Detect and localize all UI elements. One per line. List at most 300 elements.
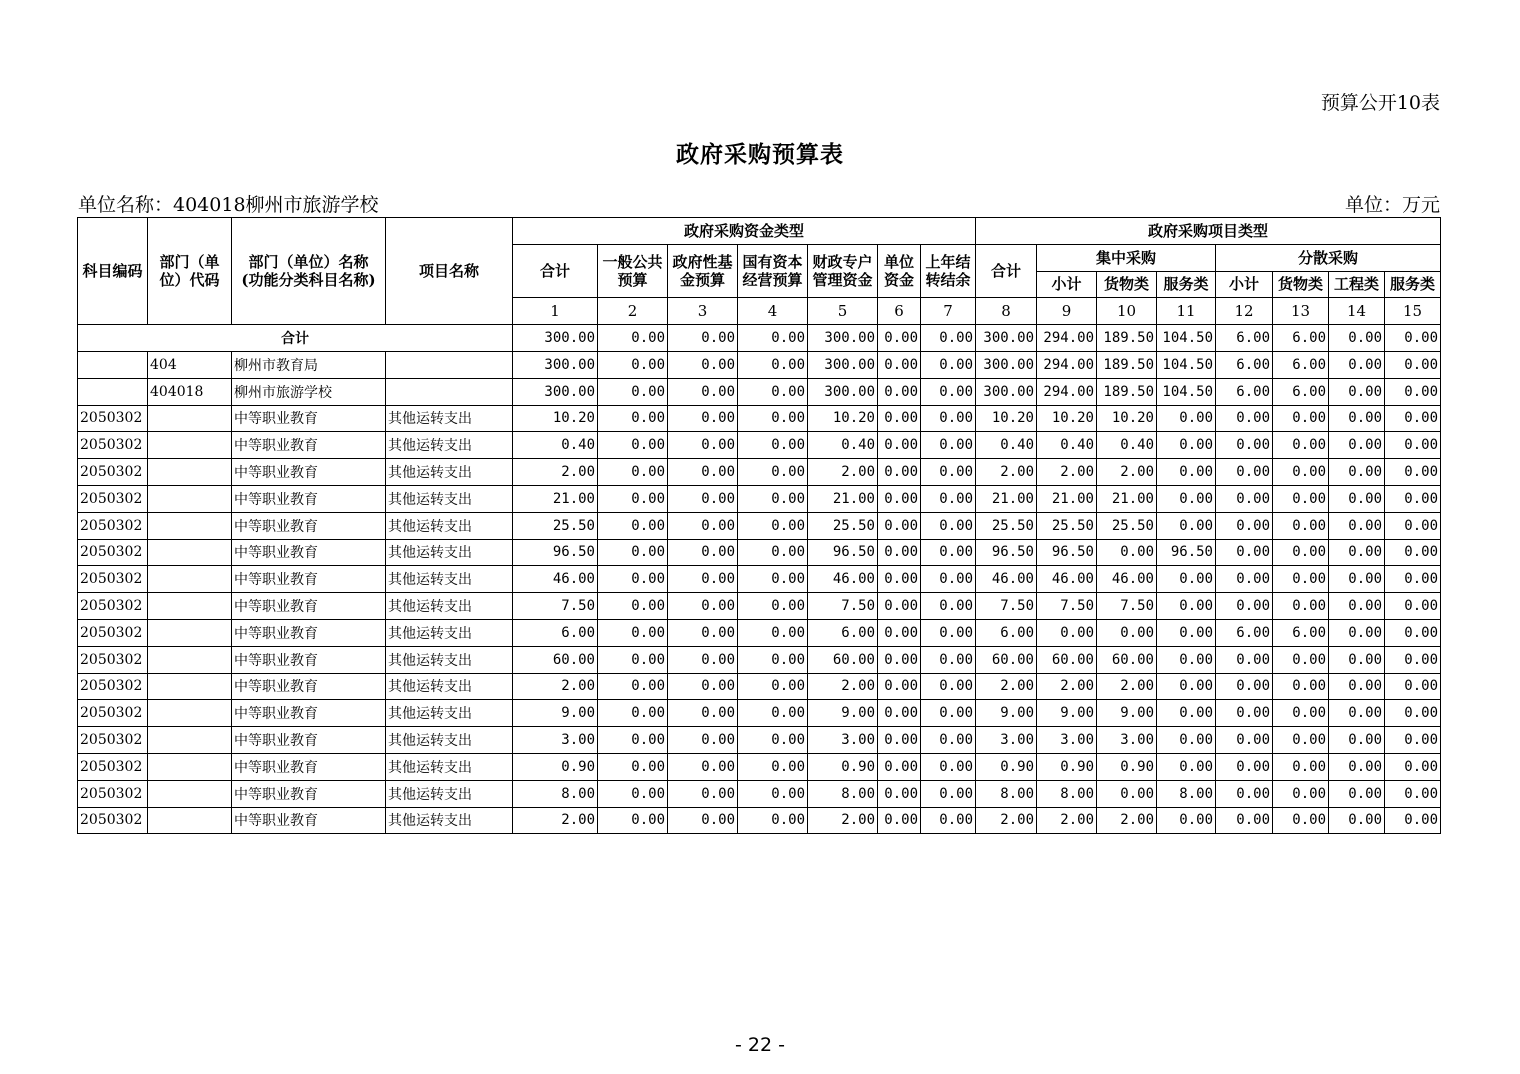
value-cell: 2.00 [808, 459, 878, 486]
value-cell: 0.00 [1157, 405, 1216, 432]
value-cell: 0.00 [1329, 566, 1385, 593]
value-cell: 0.00 [668, 646, 738, 673]
value-cell: 0.00 [878, 351, 921, 378]
value-cell: 189.50 [1097, 325, 1157, 352]
value-cell: 0.00 [878, 378, 921, 405]
value-cell: 6.00 [1273, 378, 1329, 405]
value-cell: 0.00 [738, 807, 808, 834]
value-cell: 7.50 [1037, 593, 1097, 620]
value-cell: 25.50 [1037, 512, 1097, 539]
subject-code-cell: 2050302 [78, 405, 148, 432]
value-cell: 6.00 [808, 619, 878, 646]
subject-code-cell: 2050302 [78, 646, 148, 673]
column-index: 9 [1037, 298, 1097, 325]
project-name-cell: 其他运转支出 [386, 700, 513, 727]
project-name-cell: 其他运转支出 [386, 727, 513, 754]
value-cell: 0.00 [738, 619, 808, 646]
value-cell: 0.00 [1157, 459, 1216, 486]
value-cell: 0.00 [921, 753, 976, 780]
value-cell: 0.00 [1385, 807, 1441, 834]
value-cell: 0.40 [808, 432, 878, 459]
header-carry-line1: 上年结 [925, 253, 971, 272]
header-state-line1: 国有资本 [742, 253, 803, 272]
value-cell: 6.00 [513, 619, 598, 646]
value-cell: 0.00 [921, 619, 976, 646]
value-cell: 300.00 [513, 325, 598, 352]
value-cell: 0.00 [1216, 432, 1273, 459]
value-cell: 300.00 [976, 378, 1037, 405]
header-subject-code: 科目编码 [78, 218, 148, 325]
dept-code-cell [148, 807, 232, 834]
dept-name-cell: 中等职业教育 [232, 807, 386, 834]
header-dept-code [148, 218, 232, 325]
value-cell: 0.00 [921, 673, 976, 700]
value-cell: 0.00 [921, 539, 976, 566]
project-name-cell: 其他运转支出 [386, 485, 513, 512]
value-cell: 0.00 [668, 566, 738, 593]
value-cell: 0.00 [598, 593, 668, 620]
value-cell: 0.00 [738, 700, 808, 727]
value-cell: 104.50 [1157, 325, 1216, 352]
value-cell: 0.00 [1385, 646, 1441, 673]
value-cell: 10.20 [513, 405, 598, 432]
value-cell: 0.00 [598, 566, 668, 593]
value-cell: 0.00 [738, 593, 808, 620]
value-cell: 0.00 [738, 539, 808, 566]
value-cell: 0.40 [513, 432, 598, 459]
dept-code-cell: 404018 [148, 378, 232, 405]
value-cell: 0.90 [1097, 753, 1157, 780]
value-cell: 0.00 [668, 432, 738, 459]
value-cell: 8.00 [1037, 780, 1097, 807]
dept-code-cell [148, 566, 232, 593]
value-cell: 10.20 [976, 405, 1037, 432]
value-cell: 96.50 [976, 539, 1037, 566]
dept-code-cell [148, 512, 232, 539]
value-cell: 0.00 [921, 405, 976, 432]
table-row [78, 512, 1441, 539]
value-cell: 0.00 [598, 459, 668, 486]
value-cell: 8.00 [976, 780, 1037, 807]
value-cell: 0.00 [1329, 646, 1385, 673]
dept-name-cell: 中等职业教育 [232, 566, 386, 593]
value-cell: 294.00 [1037, 378, 1097, 405]
value-cell: 300.00 [808, 325, 878, 352]
value-cell: 0.00 [1157, 673, 1216, 700]
value-cell: 0.00 [1385, 566, 1441, 593]
dept-code-cell [148, 485, 232, 512]
value-cell: 0.00 [1037, 619, 1097, 646]
value-cell: 0.00 [1216, 405, 1273, 432]
value-cell: 2.00 [1037, 459, 1097, 486]
value-cell: 0.00 [1157, 646, 1216, 673]
dept-name-cell: 中等职业教育 [232, 753, 386, 780]
column-index: 8 [976, 298, 1037, 325]
value-cell: 96.50 [513, 539, 598, 566]
subject-code-cell: 2050302 [78, 485, 148, 512]
header-project-type: 政府采购项目类型 [976, 218, 1441, 245]
value-cell: 0.00 [921, 646, 976, 673]
value-cell: 21.00 [808, 485, 878, 512]
value-cell: 6.00 [1273, 619, 1329, 646]
column-index: 4 [738, 298, 808, 325]
value-cell: 0.00 [1329, 593, 1385, 620]
value-cell: 0.00 [738, 727, 808, 754]
value-cell: 2.00 [1097, 459, 1157, 486]
value-cell: 189.50 [1097, 351, 1157, 378]
total-row [78, 325, 1441, 352]
value-cell: 0.00 [1385, 485, 1441, 512]
header-engineering: 工程类 [1329, 271, 1385, 298]
value-cell: 0.00 [1329, 459, 1385, 486]
value-cell: 7.50 [976, 593, 1037, 620]
value-cell: 3.00 [1097, 727, 1157, 754]
value-cell: 0.00 [1097, 539, 1157, 566]
header-special-line2: 管理资金 [812, 271, 873, 290]
dept-code-cell [148, 539, 232, 566]
subject-code-cell [78, 351, 148, 378]
value-cell: 9.00 [513, 700, 598, 727]
document-id: 预算公开10表 [1320, 92, 1440, 114]
table-row [78, 753, 1441, 780]
value-cell: 0.00 [1273, 780, 1329, 807]
value-cell: 3.00 [808, 727, 878, 754]
value-cell: 0.00 [878, 727, 921, 754]
subject-code-cell: 2050302 [78, 432, 148, 459]
value-cell: 0.00 [1329, 485, 1385, 512]
value-cell: 0.00 [738, 485, 808, 512]
value-cell: 0.90 [976, 753, 1037, 780]
subject-code-cell: 2050302 [78, 619, 148, 646]
value-cell: 0.00 [1157, 807, 1216, 834]
project-name-cell: 其他运转支出 [386, 780, 513, 807]
value-cell: 0.00 [1216, 485, 1273, 512]
value-cell: 300.00 [808, 378, 878, 405]
table-row [78, 485, 1441, 512]
value-cell: 2.00 [976, 807, 1037, 834]
value-cell: 0.00 [598, 646, 668, 673]
value-cell: 0.00 [1385, 405, 1441, 432]
value-cell: 8.00 [808, 780, 878, 807]
value-cell: 0.00 [668, 378, 738, 405]
header-services-2: 服务类 [1385, 271, 1441, 298]
value-cell: 0.00 [1216, 700, 1273, 727]
value-cell: 0.00 [1273, 753, 1329, 780]
table-row [78, 432, 1441, 459]
value-cell: 3.00 [976, 727, 1037, 754]
project-name-cell: 其他运转支出 [386, 753, 513, 780]
value-cell: 0.00 [598, 727, 668, 754]
value-cell: 96.50 [1037, 539, 1097, 566]
subject-code-cell: 2050302 [78, 700, 148, 727]
value-cell: 0.00 [921, 325, 976, 352]
value-cell: 0.00 [1329, 780, 1385, 807]
subject-code-cell [78, 378, 148, 405]
header-centralized: 集中采购 [1037, 244, 1216, 271]
value-cell: 0.00 [1097, 780, 1157, 807]
table-row [78, 566, 1441, 593]
dept-name-cell: 柳州市教育局 [232, 351, 386, 378]
value-cell: 6.00 [1273, 325, 1329, 352]
header-dept-name-line2: (功能分类科目名称) [241, 271, 376, 290]
value-cell: 0.00 [598, 753, 668, 780]
value-cell: 0.00 [1157, 512, 1216, 539]
value-cell: 6.00 [1216, 619, 1273, 646]
table-row [78, 673, 1441, 700]
column-index: 7 [921, 298, 976, 325]
value-cell: 0.00 [668, 405, 738, 432]
dept-name-cell: 中等职业教育 [232, 593, 386, 620]
value-cell: 0.00 [878, 780, 921, 807]
value-cell: 0.00 [598, 512, 668, 539]
value-cell: 0.00 [598, 619, 668, 646]
project-name-cell: 其他运转支出 [386, 539, 513, 566]
value-cell: 2.00 [1037, 807, 1097, 834]
dept-name-cell: 中等职业教育 [232, 700, 386, 727]
value-cell: 300.00 [513, 351, 598, 378]
value-cell: 0.00 [1157, 700, 1216, 727]
value-cell: 0.00 [1329, 619, 1385, 646]
value-cell: 0.00 [1157, 753, 1216, 780]
table-body [78, 325, 1441, 834]
value-cell: 0.00 [668, 512, 738, 539]
value-cell: 0.00 [1385, 351, 1441, 378]
dept-code-cell [148, 405, 232, 432]
value-cell: 294.00 [1037, 351, 1097, 378]
dept-code-cell [148, 459, 232, 486]
column-index: 3 [668, 298, 738, 325]
value-cell: 0.00 [598, 539, 668, 566]
header-special-account [808, 244, 878, 298]
dept-name-cell: 中等职业教育 [232, 646, 386, 673]
value-cell: 0.90 [1037, 753, 1097, 780]
value-cell: 0.00 [1329, 753, 1385, 780]
value-cell: 0.00 [1157, 619, 1216, 646]
value-cell: 6.00 [1273, 351, 1329, 378]
value-cell: 0.00 [921, 351, 976, 378]
value-cell: 0.00 [1273, 485, 1329, 512]
value-cell: 294.00 [1037, 325, 1097, 352]
page-number: - 22 - [735, 1034, 785, 1056]
subject-code-cell: 2050302 [78, 566, 148, 593]
value-cell: 2.00 [513, 807, 598, 834]
value-cell: 3.00 [1037, 727, 1097, 754]
value-cell: 96.50 [808, 539, 878, 566]
value-cell: 2.00 [808, 673, 878, 700]
value-cell: 300.00 [976, 325, 1037, 352]
dept-name-cell: 中等职业教育 [232, 727, 386, 754]
subject-code-cell: 2050302 [78, 780, 148, 807]
value-cell: 21.00 [1097, 485, 1157, 512]
value-cell: 0.00 [921, 432, 976, 459]
value-cell: 0.00 [921, 378, 976, 405]
project-name-cell: 其他运转支出 [386, 593, 513, 620]
value-cell: 0.00 [1273, 807, 1329, 834]
dept-name-cell: 中等职业教育 [232, 539, 386, 566]
value-cell: 2.00 [513, 673, 598, 700]
header-govfund-line2: 金预算 [679, 271, 725, 290]
value-cell: 3.00 [513, 727, 598, 754]
value-cell: 0.00 [878, 673, 921, 700]
value-cell: 2.00 [976, 673, 1037, 700]
value-cell: 0.00 [598, 673, 668, 700]
value-cell: 0.00 [1157, 485, 1216, 512]
dept-name-cell: 中等职业教育 [232, 405, 386, 432]
value-cell: 0.00 [1273, 700, 1329, 727]
header-unitfund-line1: 单位 [883, 253, 914, 272]
value-cell: 0.00 [1385, 512, 1441, 539]
header-special-line1: 财政专户 [812, 253, 873, 272]
value-cell: 0.00 [878, 753, 921, 780]
procurement-budget-table [77, 217, 1441, 834]
value-cell: 0.00 [1216, 727, 1273, 754]
header-dept-name [232, 218, 386, 325]
value-cell: 0.00 [1385, 593, 1441, 620]
project-name-cell: 其他运转支出 [386, 646, 513, 673]
value-cell: 8.00 [513, 780, 598, 807]
value-cell: 0.00 [878, 325, 921, 352]
value-cell: 21.00 [976, 485, 1037, 512]
value-cell: 0.00 [1273, 673, 1329, 700]
dept-code-cell [148, 646, 232, 673]
value-cell: 60.00 [1037, 646, 1097, 673]
column-index: 10 [1097, 298, 1157, 325]
value-cell: 2.00 [1097, 807, 1157, 834]
value-cell: 0.00 [921, 727, 976, 754]
value-cell: 0.00 [668, 727, 738, 754]
value-cell: 0.00 [598, 325, 668, 352]
header-carryover [921, 244, 976, 298]
value-cell: 10.20 [808, 405, 878, 432]
value-cell: 0.00 [1216, 753, 1273, 780]
project-name-cell: 其他运转支出 [386, 512, 513, 539]
project-name-cell [386, 351, 513, 378]
value-cell: 0.00 [1216, 673, 1273, 700]
value-cell: 0.00 [1329, 512, 1385, 539]
value-cell: 0.00 [1329, 673, 1385, 700]
header-total: 合计 [513, 244, 598, 298]
project-name-cell: 其他运转支出 [386, 459, 513, 486]
table-row [78, 807, 1441, 834]
value-cell: 0.00 [738, 512, 808, 539]
dept-name-cell: 中等职业教育 [232, 780, 386, 807]
value-cell: 0.00 [598, 405, 668, 432]
column-index: 15 [1385, 298, 1441, 325]
project-name-cell: 其他运转支出 [386, 619, 513, 646]
value-cell: 8.00 [1157, 780, 1216, 807]
value-cell: 0.00 [738, 780, 808, 807]
value-cell: 46.00 [513, 566, 598, 593]
value-cell: 0.00 [921, 512, 976, 539]
value-cell: 25.50 [976, 512, 1037, 539]
value-cell: 0.00 [1216, 807, 1273, 834]
value-cell: 0.00 [668, 780, 738, 807]
value-cell: 0.00 [878, 459, 921, 486]
dept-name-cell: 中等职业教育 [232, 619, 386, 646]
column-index: 13 [1273, 298, 1329, 325]
header-dept-code-line1: 部门（单 [159, 253, 220, 272]
value-cell: 0.00 [1216, 646, 1273, 673]
header-govfund-line1: 政府性基 [672, 253, 733, 272]
value-cell: 0.00 [1329, 700, 1385, 727]
value-cell: 0.00 [1273, 512, 1329, 539]
header-general-line1: 一般公共 [602, 253, 663, 272]
value-cell: 0.00 [1157, 593, 1216, 620]
value-cell: 0.00 [1273, 593, 1329, 620]
header-state-line2: 经营预算 [742, 271, 803, 290]
value-cell: 0.00 [921, 485, 976, 512]
value-cell: 0.90 [808, 753, 878, 780]
value-cell: 2.00 [513, 459, 598, 486]
project-name-cell: 其他运转支出 [386, 432, 513, 459]
value-cell: 6.00 [1216, 325, 1273, 352]
value-cell: 300.00 [808, 351, 878, 378]
subject-code-cell: 2050302 [78, 727, 148, 754]
value-cell: 0.40 [1097, 432, 1157, 459]
subject-code-cell: 2050302 [78, 539, 148, 566]
value-cell: 0.00 [1216, 512, 1273, 539]
header-project-name: 项目名称 [386, 218, 513, 325]
value-cell: 0.00 [1273, 432, 1329, 459]
value-cell: 0.00 [921, 459, 976, 486]
table-row [78, 351, 1441, 378]
value-cell: 0.00 [1329, 378, 1385, 405]
value-cell: 0.00 [1216, 459, 1273, 486]
project-name-cell: 其他运转支出 [386, 673, 513, 700]
value-cell: 0.00 [598, 432, 668, 459]
table-row [78, 780, 1441, 807]
unit-name: 单位名称：404018柳州市旅游学校 [78, 194, 379, 216]
value-cell: 0.00 [1385, 700, 1441, 727]
value-cell: 0.00 [1329, 325, 1385, 352]
header-carry-line2: 转结余 [925, 271, 971, 290]
table-row [78, 646, 1441, 673]
value-cell: 0.00 [738, 753, 808, 780]
column-index: 5 [808, 298, 878, 325]
value-cell: 0.00 [1216, 593, 1273, 620]
value-cell: 0.00 [1273, 646, 1329, 673]
header-gov-fund [668, 244, 738, 298]
value-cell: 0.00 [738, 325, 808, 352]
value-cell: 2.00 [1037, 673, 1097, 700]
value-cell: 2.00 [1097, 673, 1157, 700]
value-cell: 0.00 [921, 807, 976, 834]
value-cell: 2.00 [808, 807, 878, 834]
value-cell: 6.00 [1216, 378, 1273, 405]
dept-name-cell: 中等职业教育 [232, 512, 386, 539]
value-cell: 0.00 [738, 459, 808, 486]
value-cell: 7.50 [513, 593, 598, 620]
value-cell: 0.00 [738, 566, 808, 593]
header-total-2: 合计 [976, 244, 1037, 298]
subject-code-cell: 2050302 [78, 673, 148, 700]
column-index: 11 [1157, 298, 1216, 325]
header-subtotal-2: 小计 [1216, 271, 1273, 298]
table-row [78, 378, 1441, 405]
table-row [78, 619, 1441, 646]
value-cell: 0.00 [738, 378, 808, 405]
dept-code-cell [148, 673, 232, 700]
value-cell: 0.00 [1273, 539, 1329, 566]
project-name-cell [386, 378, 513, 405]
header-dept-name-line1: 部门（单位）名称 [248, 253, 369, 272]
dept-code-cell [148, 619, 232, 646]
value-cell: 0.00 [1329, 807, 1385, 834]
value-cell: 0.00 [878, 512, 921, 539]
value-cell: 0.00 [1385, 539, 1441, 566]
value-cell: 25.50 [808, 512, 878, 539]
value-cell: 0.00 [878, 405, 921, 432]
